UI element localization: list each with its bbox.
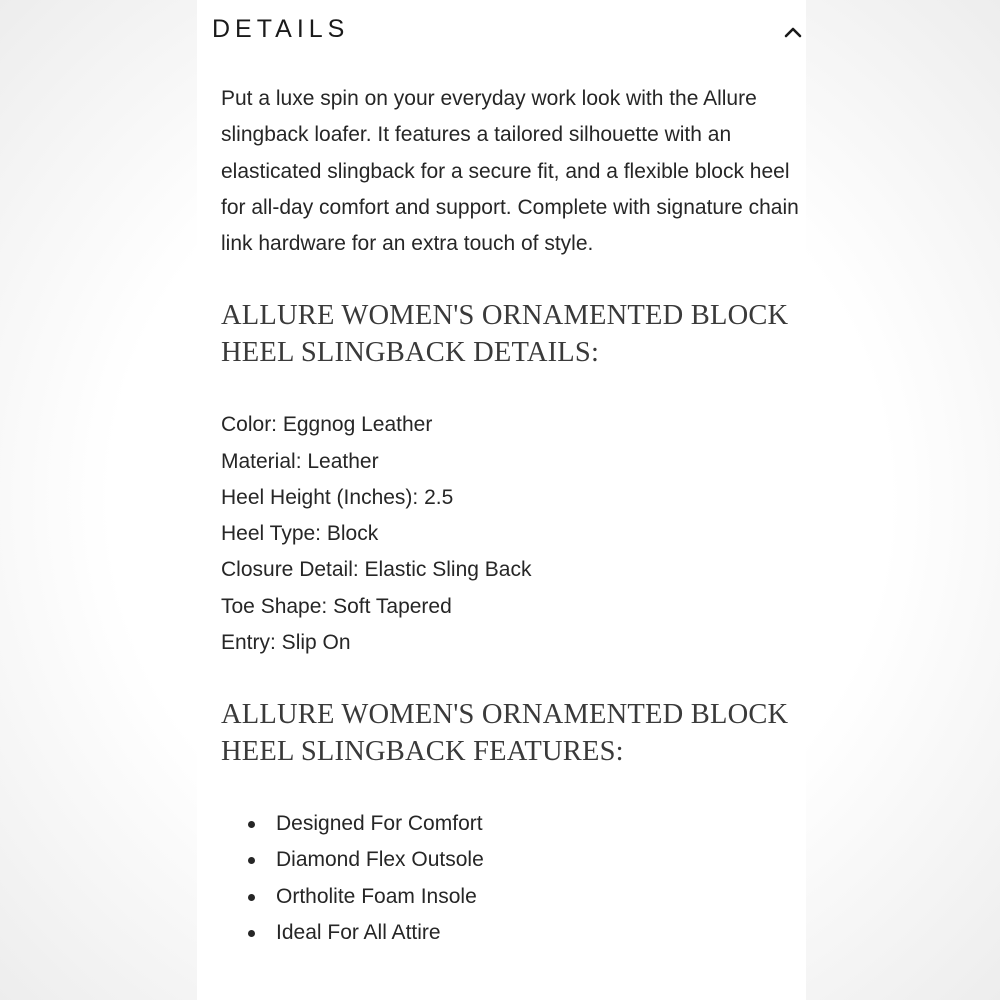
feature-label: Designed For Comfort xyxy=(276,812,483,836)
accordion-content xyxy=(221,81,799,951)
feature-item xyxy=(276,806,799,842)
spec-item-heel-type: Heel Type: Block xyxy=(221,522,379,546)
feature-item xyxy=(276,842,799,878)
spec-item-heel-height: Heel Height (Inches): 2.5 xyxy=(221,485,454,509)
bullet-icon xyxy=(248,894,255,901)
details-accordion-toggle[interactable] xyxy=(197,0,806,62)
feature-label: Ortholite Foam Insole xyxy=(276,884,477,908)
spec-item-toe-shape: Toe Shape: Soft Tapered xyxy=(221,594,452,618)
feature-item xyxy=(276,879,799,915)
feature-label: Diamond Flex Outsole xyxy=(276,848,484,872)
product-details-panel xyxy=(197,0,806,1000)
chevron-up-icon[interactable] xyxy=(781,20,805,44)
features-list xyxy=(221,806,799,951)
spec-item-entry: Entry: Slip On xyxy=(221,631,351,655)
spec-item-color: Color: Eggnog Leather xyxy=(221,413,433,437)
bullet-icon xyxy=(248,857,255,864)
features-heading: ALLURE WOMEN'S ORNAMENTED BLOCK HEEL SLINGBACK FEATURES: xyxy=(221,699,789,767)
feature-label: Ideal For All Attire xyxy=(276,920,441,944)
feature-item xyxy=(276,915,799,951)
bullet-icon xyxy=(248,930,255,937)
bullet-icon xyxy=(248,821,255,828)
spec-item-material: Material: Leather xyxy=(221,449,379,473)
spec-item-closure: Closure Detail: Elastic Sling Back xyxy=(221,558,532,582)
details-heading: ALLURE WOMEN'S ORNAMENTED BLOCK HEEL SLINGBACK DETAILS: xyxy=(221,300,789,368)
accordion-title: DETAILS xyxy=(212,15,350,43)
specs-list xyxy=(221,407,799,661)
product-description: Put a luxe spin on your everyday work look with the Allure slingback loafer. It features a tailored silhouette with an elasticated slingback for a secure fit, and a flexible block heel for all-day comfort and support. Complete with signature chain link hardware for an extra touch of style. xyxy=(221,87,799,256)
